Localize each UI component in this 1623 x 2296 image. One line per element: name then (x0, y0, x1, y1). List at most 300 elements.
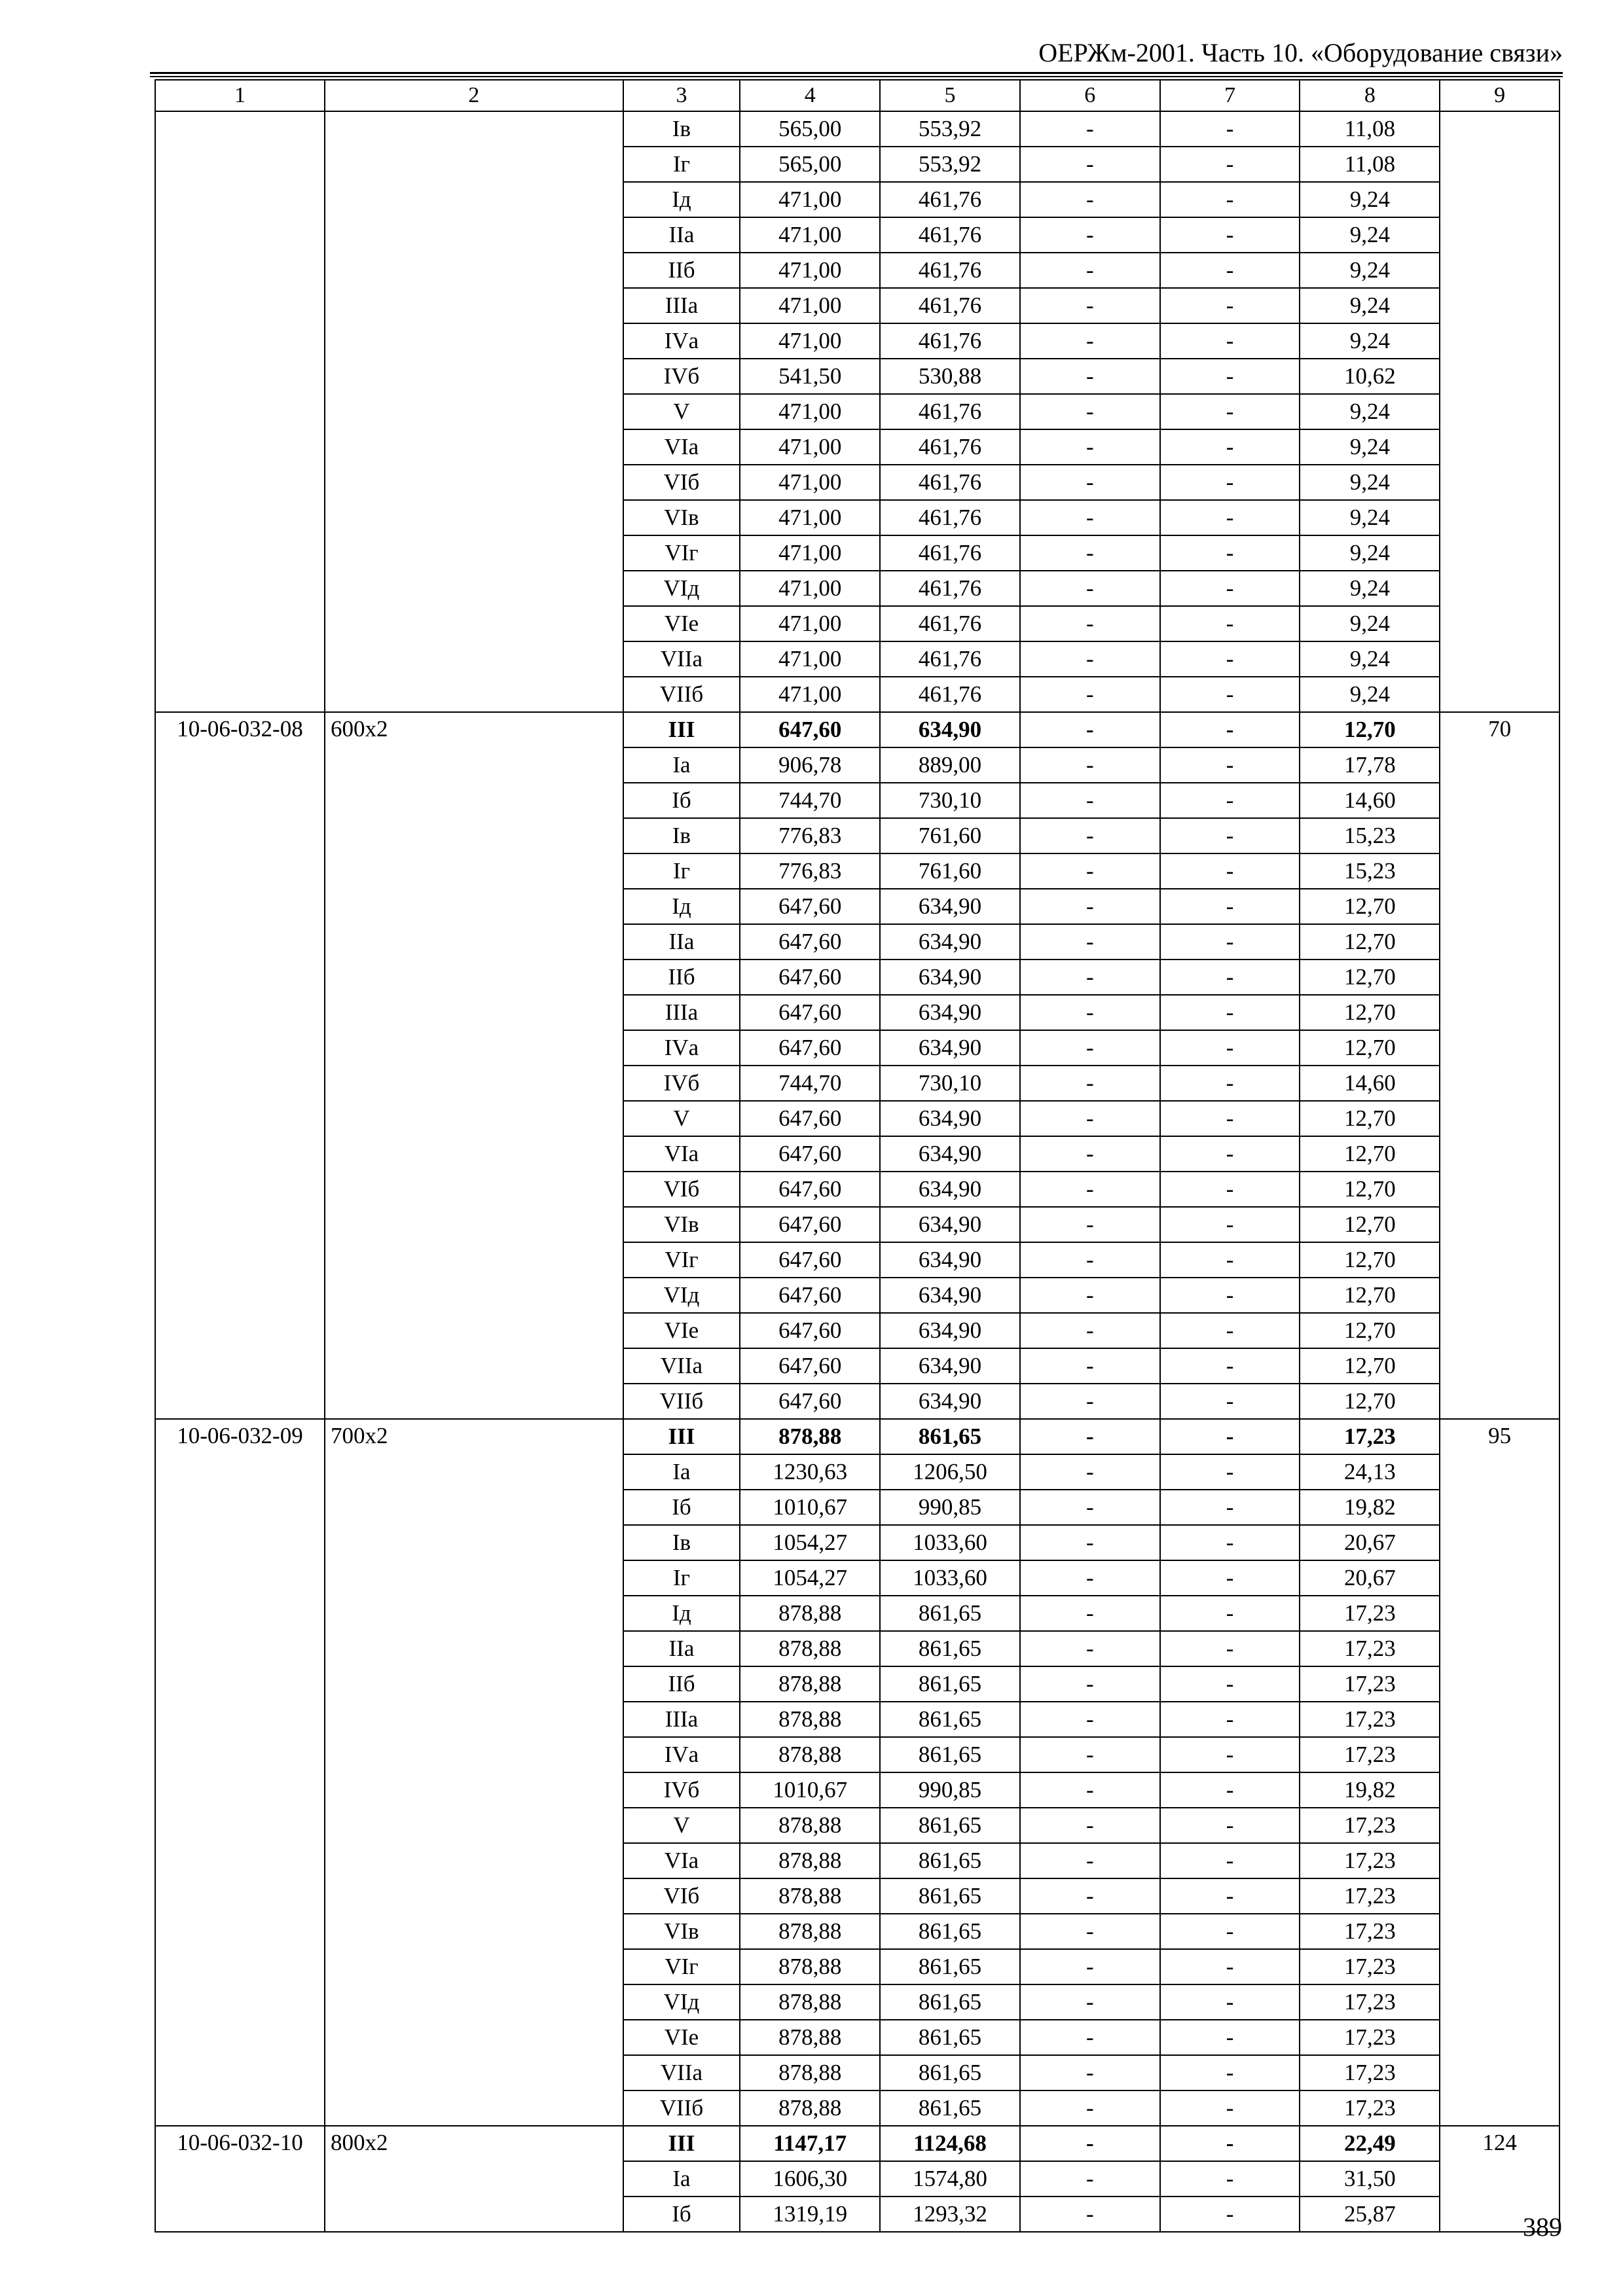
cost-wage-cell: 634,90 (880, 1348, 1020, 1384)
cost-wage-cell: 634,90 (880, 1030, 1020, 1066)
zone-cell: VIIа (623, 641, 740, 677)
zone-cell: IIб (623, 1666, 740, 1702)
cost-wage-cell: 634,90 (880, 1384, 1020, 1419)
zone-cell: VIе (623, 606, 740, 641)
cost-total-cell: 471,00 (740, 500, 880, 535)
cost-total-cell: 471,00 (740, 571, 880, 606)
cost-material-cell: 20,67 (1300, 1560, 1440, 1596)
cost-machinist-wage-cell: - (1160, 147, 1300, 182)
cost-machinist-wage-cell: - (1160, 1772, 1300, 1808)
cost-machinist-wage-cell: - (1160, 1984, 1300, 2020)
cost-machinist-wage-cell: - (1160, 535, 1300, 571)
cost-machine-cell: - (1020, 995, 1160, 1030)
zone-cell: VIIа (623, 1348, 740, 1384)
cost-machine-cell: - (1020, 889, 1160, 924)
zone-cell: IIб (623, 253, 740, 288)
cost-wage-cell: 861,65 (880, 1843, 1020, 1878)
zone-cell: Iв (623, 1525, 740, 1560)
cost-wage-cell: 461,76 (880, 323, 1020, 359)
cost-machine-cell: - (1020, 1101, 1160, 1136)
cost-material-cell: 12,70 (1300, 1313, 1440, 1348)
zone-cell: IVа (623, 323, 740, 359)
cost-material-cell: 22,49 (1300, 2126, 1440, 2161)
zone-cell: VIIб (623, 2090, 740, 2126)
zone-cell: VIIа (623, 2055, 740, 2090)
column-number: 3 (623, 80, 740, 111)
zone-cell: VIб (623, 1878, 740, 1914)
cost-material-cell: 9,24 (1300, 641, 1440, 677)
cost-material-cell: 9,24 (1300, 394, 1440, 429)
cost-total-cell: 471,00 (740, 323, 880, 359)
cost-total-cell: 1010,67 (740, 1490, 880, 1525)
cost-machinist-wage-cell: - (1160, 1419, 1300, 1454)
size-cell (325, 111, 623, 712)
cost-wage-cell: 861,65 (880, 1984, 1020, 2020)
cost-material-cell: 12,70 (1300, 995, 1440, 1030)
cost-total-cell: 647,60 (740, 1207, 880, 1242)
cost-material-cell: 12,70 (1300, 1172, 1440, 1207)
cost-total-cell: 647,60 (740, 1278, 880, 1313)
column-number: 5 (880, 80, 1020, 111)
cost-machinist-wage-cell: - (1160, 2090, 1300, 2126)
cost-material-cell: 12,70 (1300, 1136, 1440, 1172)
zone-cell: IVа (623, 1737, 740, 1772)
cost-material-cell: 9,24 (1300, 253, 1440, 288)
cost-machine-cell: - (1020, 465, 1160, 500)
cost-material-cell: 9,24 (1300, 323, 1440, 359)
cost-material-cell: 17,23 (1300, 2020, 1440, 2055)
cost-total-cell: 471,00 (740, 253, 880, 288)
cost-total-cell: 647,60 (740, 1172, 880, 1207)
cost-wage-cell: 861,65 (880, 2090, 1020, 2126)
size-cell: 600x2 (325, 712, 623, 1419)
cost-material-cell: 12,70 (1300, 1242, 1440, 1278)
cost-machinist-wage-cell: - (1160, 111, 1300, 147)
cost-total-cell: 878,88 (740, 1631, 880, 1666)
cost-machine-cell: - (1020, 2161, 1160, 2197)
cost-wage-cell: 861,65 (880, 2020, 1020, 2055)
cost-machine-cell: - (1020, 359, 1160, 394)
cost-material-cell: 19,82 (1300, 1772, 1440, 1808)
cost-total-cell: 878,88 (740, 1596, 880, 1631)
cost-wage-cell: 553,92 (880, 111, 1020, 147)
cost-wage-cell: 461,76 (880, 535, 1020, 571)
cost-machine-cell: - (1020, 1631, 1160, 1666)
cost-machine-cell: - (1020, 1278, 1160, 1313)
zone-cell: Iг (623, 853, 740, 889)
cost-wage-cell: 761,60 (880, 853, 1020, 889)
cost-total-cell: 1054,27 (740, 1525, 880, 1560)
cost-total-cell: 1319,19 (740, 2197, 880, 2232)
cost-wage-cell: 461,76 (880, 394, 1020, 429)
column-9-cell: 95 (1440, 1419, 1559, 2126)
zone-cell: VIе (623, 1313, 740, 1348)
cost-material-cell: 17,78 (1300, 747, 1440, 783)
cost-total-cell: 1010,67 (740, 1772, 880, 1808)
cost-machinist-wage-cell: - (1160, 1808, 1300, 1843)
cost-wage-cell: 1033,60 (880, 1525, 1020, 1560)
cost-wage-cell: 730,10 (880, 1066, 1020, 1101)
cost-material-cell: 12,70 (1300, 1207, 1440, 1242)
cost-total-cell: 565,00 (740, 111, 880, 147)
zone-cell: Iд (623, 182, 740, 217)
cost-machine-cell: - (1020, 1843, 1160, 1878)
zone-cell: V (623, 394, 740, 429)
column-number: 4 (740, 80, 880, 111)
cost-wage-cell: 461,76 (880, 500, 1020, 535)
cost-machinist-wage-cell: - (1160, 571, 1300, 606)
cost-machinist-wage-cell: - (1160, 2197, 1300, 2232)
cost-wage-cell: 634,90 (880, 1172, 1020, 1207)
cost-machine-cell: - (1020, 924, 1160, 960)
cost-machine-cell: - (1020, 429, 1160, 465)
cost-wage-cell: 530,88 (880, 359, 1020, 394)
cost-wage-cell: 861,65 (880, 1878, 1020, 1914)
cost-machinist-wage-cell: - (1160, 1348, 1300, 1384)
cost-wage-cell: 861,65 (880, 1808, 1020, 1843)
cost-material-cell: 17,23 (1300, 1419, 1440, 1454)
cost-machinist-wage-cell: - (1160, 1949, 1300, 1984)
cost-wage-cell: 634,90 (880, 1207, 1020, 1242)
cost-machinist-wage-cell: - (1160, 1172, 1300, 1207)
cost-machinist-wage-cell: - (1160, 1136, 1300, 1172)
size-cell: 800x2 (325, 2126, 623, 2232)
cost-machinist-wage-cell: - (1160, 606, 1300, 641)
cost-wage-cell: 761,60 (880, 818, 1020, 853)
cost-machine-cell: - (1020, 1737, 1160, 1772)
cost-wage-cell: 461,76 (880, 677, 1020, 712)
cost-machine-cell: - (1020, 323, 1160, 359)
zone-cell: VIа (623, 1843, 740, 1878)
rate-code-cell: 10-06-032-08 (155, 712, 325, 1419)
cost-machine-cell: - (1020, 1384, 1160, 1419)
cost-material-cell: 9,24 (1300, 535, 1440, 571)
cost-total-cell: 878,88 (740, 2055, 880, 2090)
rate-code-cell: 10-06-032-10 (155, 2126, 325, 2232)
cost-machinist-wage-cell: - (1160, 853, 1300, 889)
cost-machine-cell: - (1020, 960, 1160, 995)
zone-cell: VIд (623, 1278, 740, 1313)
cost-total-cell: 1606,30 (740, 2161, 880, 2197)
zone-cell: VIв (623, 1207, 740, 1242)
cost-total-cell: 647,60 (740, 1313, 880, 1348)
zone-cell: Iа (623, 2161, 740, 2197)
cost-machinist-wage-cell: - (1160, 889, 1300, 924)
cost-total-cell: 647,60 (740, 1348, 880, 1384)
zone-cell: IVб (623, 359, 740, 394)
zone-cell: VIб (623, 1172, 740, 1207)
cost-wage-cell: 990,85 (880, 1772, 1020, 1808)
cost-material-cell: 20,67 (1300, 1525, 1440, 1560)
cost-material-cell: 9,24 (1300, 500, 1440, 535)
cost-machinist-wage-cell: - (1160, 182, 1300, 217)
cost-machine-cell: - (1020, 1313, 1160, 1348)
cost-machine-cell: - (1020, 288, 1160, 323)
cost-total-cell: 471,00 (740, 182, 880, 217)
cost-machinist-wage-cell: - (1160, 253, 1300, 288)
header-rule (150, 76, 1563, 77)
zone-cell: IIIа (623, 288, 740, 323)
cost-machine-cell: - (1020, 1030, 1160, 1066)
zone-cell: Iг (623, 147, 740, 182)
cost-material-cell: 9,24 (1300, 677, 1440, 712)
cost-total-cell: 647,60 (740, 1136, 880, 1172)
cost-machinist-wage-cell: - (1160, 995, 1300, 1030)
table-row (155, 1419, 1559, 1454)
cost-machine-cell: - (1020, 253, 1160, 288)
cost-total-cell: 776,83 (740, 853, 880, 889)
cost-wage-cell: 461,76 (880, 465, 1020, 500)
cost-machinist-wage-cell: - (1160, 924, 1300, 960)
cost-machine-cell: - (1020, 571, 1160, 606)
column-number: 9 (1440, 80, 1559, 111)
cost-machine-cell: - (1020, 2090, 1160, 2126)
cost-wage-cell: 634,90 (880, 1313, 1020, 1348)
cost-total-cell: 471,00 (740, 217, 880, 253)
cost-wage-cell: 861,65 (880, 1702, 1020, 1737)
cost-machine-cell: - (1020, 111, 1160, 147)
cost-machinist-wage-cell: - (1160, 2126, 1300, 2161)
cost-machinist-wage-cell: - (1160, 2161, 1300, 2197)
zone-cell: VIа (623, 429, 740, 465)
cost-machine-cell: - (1020, 217, 1160, 253)
cost-machine-cell: - (1020, 641, 1160, 677)
zone-cell: IIб (623, 960, 740, 995)
cost-material-cell: 17,23 (1300, 1631, 1440, 1666)
cost-machinist-wage-cell: - (1160, 1737, 1300, 1772)
cost-wage-cell: 634,90 (880, 1101, 1020, 1136)
cost-machinist-wage-cell: - (1160, 677, 1300, 712)
cost-material-cell: 15,23 (1300, 818, 1440, 853)
cost-machine-cell: - (1020, 1984, 1160, 2020)
cost-wage-cell: 634,90 (880, 1136, 1020, 1172)
cost-wage-cell: 861,65 (880, 1737, 1020, 1772)
cost-machinist-wage-cell: - (1160, 465, 1300, 500)
zone-cell: Iд (623, 1596, 740, 1631)
cost-material-cell: 12,70 (1300, 924, 1440, 960)
cost-material-cell: 12,70 (1300, 1384, 1440, 1419)
cost-material-cell: 17,23 (1300, 1949, 1440, 1984)
cost-machine-cell: - (1020, 1490, 1160, 1525)
cost-total-cell: 878,88 (740, 1419, 880, 1454)
cost-machinist-wage-cell: - (1160, 1066, 1300, 1101)
cost-total-cell: 471,00 (740, 535, 880, 571)
cost-total-cell: 471,00 (740, 641, 880, 677)
cost-material-cell: 12,70 (1300, 712, 1440, 747)
cost-machinist-wage-cell: - (1160, 1702, 1300, 1737)
cost-total-cell: 878,88 (740, 1737, 880, 1772)
cost-machine-cell: - (1020, 783, 1160, 818)
cost-machine-cell: - (1020, 1207, 1160, 1242)
cost-material-cell: 12,70 (1300, 1348, 1440, 1384)
cost-machine-cell: - (1020, 853, 1160, 889)
cost-material-cell: 17,23 (1300, 1808, 1440, 1843)
cost-material-cell: 9,24 (1300, 429, 1440, 465)
cost-total-cell: 647,60 (740, 1030, 880, 1066)
zone-cell: VIа (623, 1136, 740, 1172)
cost-machinist-wage-cell: - (1160, 217, 1300, 253)
cost-machinist-wage-cell: - (1160, 1242, 1300, 1278)
cost-material-cell: 25,87 (1300, 2197, 1440, 2232)
cost-machine-cell: - (1020, 1172, 1160, 1207)
cost-machine-cell: - (1020, 1914, 1160, 1949)
cost-material-cell: 31,50 (1300, 2161, 1440, 2197)
cost-machine-cell: - (1020, 1560, 1160, 1596)
cost-total-cell: 471,00 (740, 394, 880, 429)
zone-cell: IVб (623, 1772, 740, 1808)
zone-cell: III (623, 2126, 740, 2161)
cost-material-cell: 17,23 (1300, 1914, 1440, 1949)
cost-wage-cell: 1033,60 (880, 1560, 1020, 1596)
zone-cell: VIг (623, 1242, 740, 1278)
cost-wage-cell: 861,65 (880, 1914, 1020, 1949)
cost-machinist-wage-cell: - (1160, 429, 1300, 465)
cost-material-cell: 19,82 (1300, 1490, 1440, 1525)
zone-cell: Iб (623, 2197, 740, 2232)
cost-machinist-wage-cell: - (1160, 1490, 1300, 1525)
cost-material-cell: 9,24 (1300, 606, 1440, 641)
cost-material-cell: 17,23 (1300, 1984, 1440, 2020)
cost-machine-cell: - (1020, 818, 1160, 853)
price-table (155, 79, 1560, 2233)
cost-wage-cell: 634,90 (880, 889, 1020, 924)
cost-machine-cell: - (1020, 500, 1160, 535)
cost-material-cell: 12,70 (1300, 960, 1440, 995)
running-header: ОЕРЖм-2001. Часть 10. «Оборудование связи» (1038, 38, 1563, 67)
cost-machinist-wage-cell: - (1160, 394, 1300, 429)
zone-cell: IIIа (623, 995, 740, 1030)
cost-total-cell: 647,60 (740, 1101, 880, 1136)
cost-wage-cell: 861,65 (880, 1949, 1020, 1984)
cost-total-cell: 744,70 (740, 1066, 880, 1101)
cost-material-cell: 9,24 (1300, 465, 1440, 500)
zone-cell: VIг (623, 535, 740, 571)
cost-total-cell: 878,88 (740, 1914, 880, 1949)
cost-total-cell: 471,00 (740, 429, 880, 465)
table-row (155, 2126, 1559, 2161)
cost-total-cell: 471,00 (740, 465, 880, 500)
cost-wage-cell: 634,90 (880, 1242, 1020, 1278)
cost-machine-cell: - (1020, 2126, 1160, 2161)
cost-total-cell: 878,88 (740, 1949, 880, 1984)
zone-cell: V (623, 1808, 740, 1843)
cost-total-cell: 647,60 (740, 889, 880, 924)
cost-machine-cell: - (1020, 1066, 1160, 1101)
zone-cell: Iа (623, 1454, 740, 1490)
zone-cell: VIб (623, 465, 740, 500)
cost-total-cell: 1230,63 (740, 1454, 880, 1490)
cost-machine-cell: - (1020, 394, 1160, 429)
cost-machinist-wage-cell: - (1160, 783, 1300, 818)
cost-machine-cell: - (1020, 1419, 1160, 1454)
cost-total-cell: 878,88 (740, 2020, 880, 2055)
cost-total-cell: 878,88 (740, 2090, 880, 2126)
cost-machine-cell: - (1020, 1525, 1160, 1560)
cost-machine-cell: - (1020, 606, 1160, 641)
zone-cell: Iб (623, 783, 740, 818)
cost-material-cell: 9,24 (1300, 182, 1440, 217)
cost-machinist-wage-cell: - (1160, 288, 1300, 323)
cost-machine-cell: - (1020, 1136, 1160, 1172)
rate-code-cell (155, 111, 325, 712)
zone-cell: Iа (623, 747, 740, 783)
cost-machinist-wage-cell: - (1160, 1278, 1300, 1313)
cost-material-cell: 11,08 (1300, 147, 1440, 182)
cost-material-cell: 9,24 (1300, 571, 1440, 606)
cost-material-cell: 17,23 (1300, 1666, 1440, 1702)
cost-machine-cell: - (1020, 1242, 1160, 1278)
cost-total-cell: 471,00 (740, 606, 880, 641)
column-number: 8 (1300, 80, 1440, 111)
cost-total-cell: 878,88 (740, 1808, 880, 1843)
cost-material-cell: 17,23 (1300, 1878, 1440, 1914)
column-9-cell: 70 (1440, 712, 1559, 1419)
zone-cell: IIа (623, 924, 740, 960)
cost-material-cell: 12,70 (1300, 1101, 1440, 1136)
cost-wage-cell: 861,65 (880, 1666, 1020, 1702)
cost-machinist-wage-cell: - (1160, 712, 1300, 747)
cost-total-cell: 471,00 (740, 677, 880, 712)
cost-material-cell: 24,13 (1300, 1454, 1440, 1490)
cost-machinist-wage-cell: - (1160, 1666, 1300, 1702)
zone-cell: VIг (623, 1949, 740, 1984)
cost-machine-cell: - (1020, 2197, 1160, 2232)
cost-wage-cell: 461,76 (880, 571, 1020, 606)
cost-material-cell: 15,23 (1300, 853, 1440, 889)
zone-cell: IVа (623, 1030, 740, 1066)
cost-material-cell: 17,23 (1300, 2090, 1440, 2126)
zone-cell: Iв (623, 818, 740, 853)
cost-total-cell: 878,88 (740, 1666, 880, 1702)
cost-machine-cell: - (1020, 677, 1160, 712)
cost-machinist-wage-cell: - (1160, 818, 1300, 853)
cost-machine-cell: - (1020, 747, 1160, 783)
cost-machinist-wage-cell: - (1160, 359, 1300, 394)
column-number-row (155, 80, 1559, 111)
zone-cell: III (623, 712, 740, 747)
cost-material-cell: 11,08 (1300, 111, 1440, 147)
cost-material-cell: 17,23 (1300, 1843, 1440, 1878)
zone-cell: VIд (623, 1984, 740, 2020)
zone-cell: VIв (623, 500, 740, 535)
cost-machine-cell: - (1020, 2020, 1160, 2055)
column-9-cell: 124 (1440, 2126, 1559, 2232)
cost-total-cell: 471,00 (740, 288, 880, 323)
cost-material-cell: 17,23 (1300, 2055, 1440, 2090)
cost-wage-cell: 634,90 (880, 924, 1020, 960)
cost-wage-cell: 990,85 (880, 1490, 1020, 1525)
zone-cell: Iд (623, 889, 740, 924)
cost-wage-cell: 634,90 (880, 960, 1020, 995)
cost-wage-cell: 1293,32 (880, 2197, 1020, 2232)
cost-machinist-wage-cell: - (1160, 1596, 1300, 1631)
cost-total-cell: 878,88 (740, 1843, 880, 1878)
cost-total-cell: 1147,17 (740, 2126, 880, 2161)
cost-wage-cell: 461,76 (880, 253, 1020, 288)
cost-machinist-wage-cell: - (1160, 2055, 1300, 2090)
column-number: 6 (1020, 80, 1160, 111)
cost-machinist-wage-cell: - (1160, 1525, 1300, 1560)
cost-total-cell: 647,60 (740, 712, 880, 747)
column-number: 1 (155, 80, 325, 111)
cost-machinist-wage-cell: - (1160, 1843, 1300, 1878)
table-row (155, 712, 1559, 747)
cost-wage-cell: 461,76 (880, 217, 1020, 253)
cost-material-cell: 12,70 (1300, 1278, 1440, 1313)
cost-wage-cell: 461,76 (880, 641, 1020, 677)
zone-cell: Iб (623, 1490, 740, 1525)
cost-material-cell: 17,23 (1300, 1702, 1440, 1737)
